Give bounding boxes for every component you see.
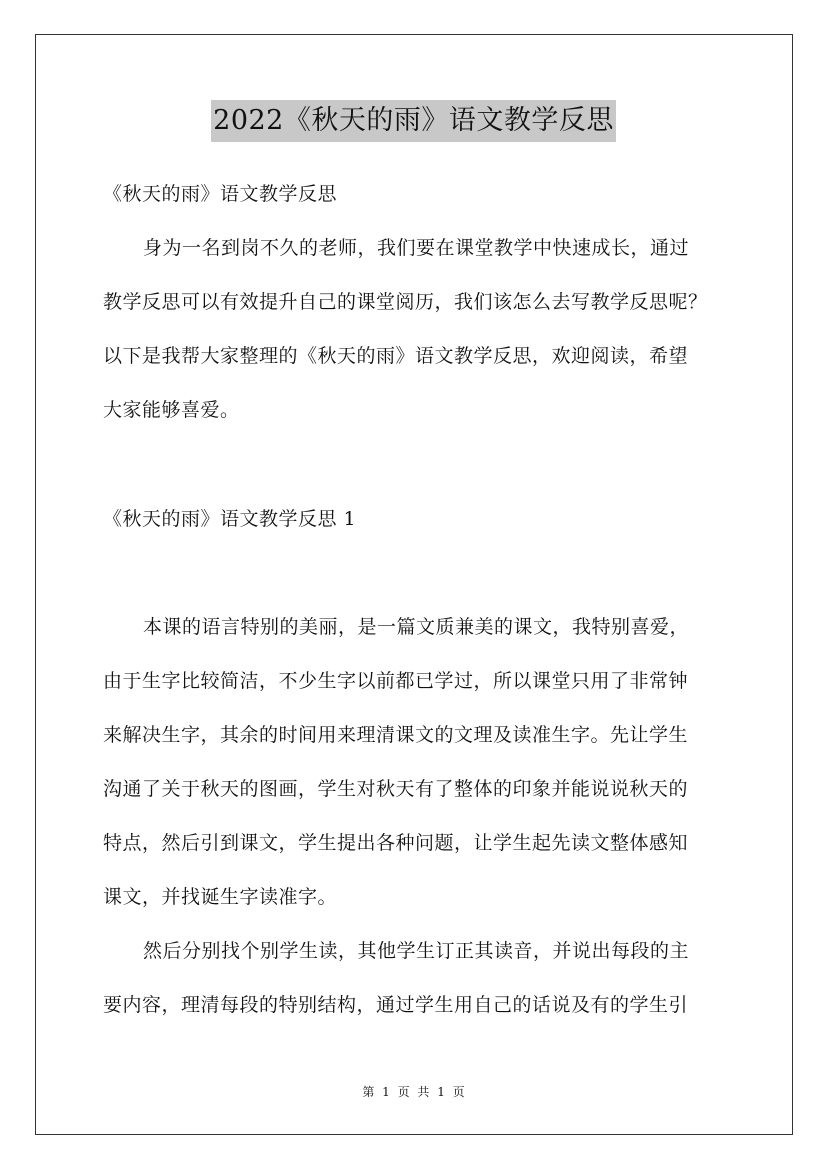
intro-line: 以下是我帮大家整理的《秋天的雨》语文教学反思，欢迎阅读，希望 [103,345,689,367]
body-line: 然后分别找个别学生读，其他学生订正其读音，并说出每段的主 [143,940,690,962]
body-line: 由于生字比较简洁，不少生字以前都已学过，所以课堂只用了非常钟 [103,670,689,692]
body-line: 本课的语言特别的美丽，是一篇文质兼美的课文，我特别喜爱， [143,616,690,638]
page-footer: 第 1 页 共 1 页 [362,1085,465,1099]
document-title-block [0,100,827,142]
body-line: 来解决生字，其余的时间用来理清课文的文理及读准生字。先让学生 [103,724,689,746]
intro-line: 教学反思可以有效提升自己的课堂阅历，我们该怎么去写教学反思呢？ [103,291,708,313]
document-subtitle: 《秋天的雨》语文教学反思 [103,183,338,205]
body-line: 特点，然后引到课文，学生提出各种问题，让学生起先读文整体感知 [103,832,689,854]
document-title: 2022《秋天的雨》语文教学反思 [211,100,616,142]
body-line: 课文，并找诞生字读准字。 [103,886,338,908]
body-line: 沟通了关于秋天的图画，学生对秋天有了整体的印象并能说说秋天的 [103,778,689,800]
intro-line: 大家能够喜爱。 [103,399,240,421]
intro-line: 身为一名到岗不久的老师，我们要在课堂教学中快速成长，通过 [143,237,690,259]
body-line: 要内容，理清每段的特别结构，通过学生用自己的话说及有的学生引 [103,994,689,1016]
section-heading: 《秋天的雨》语文教学反思 1 [103,508,357,530]
